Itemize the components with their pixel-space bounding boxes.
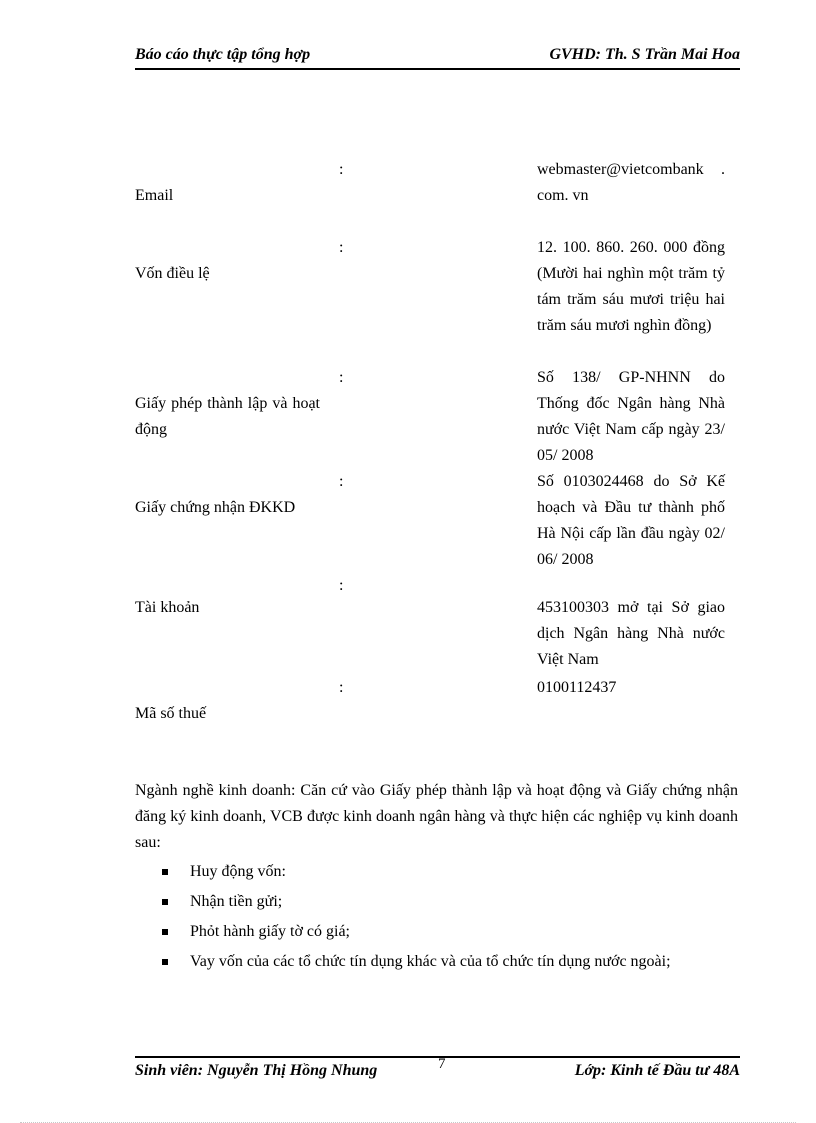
list-item	[160, 917, 740, 947]
footer-class: Lớp: Kinh tế Đầu tư 48A	[574, 1062, 740, 1079]
info-value: Số 138/ GP-NHNN do Thống đốc Ngân hàng Nhà nước Việt Nam cấp ngày 23/ 05/ 2008	[537, 369, 725, 464]
list-item-text: Vay vốn của các tổ chức tín dụng khác và của tổ chức tín dụng nước ngoài;	[190, 953, 671, 970]
square-bullet-icon	[162, 869, 168, 875]
info-row-email	[135, 157, 735, 217]
info-colon: :	[339, 161, 344, 178]
info-label: Tài khoản	[135, 599, 200, 616]
business-lines-list	[160, 857, 740, 977]
page-header	[135, 44, 740, 70]
page-number: 7	[438, 1056, 446, 1072]
square-bullet-icon	[162, 959, 168, 965]
info-value: webmaster@vietcombank . com. vn	[537, 161, 725, 204]
info-colon: :	[339, 473, 344, 490]
info-label: Mã số thuế	[135, 705, 207, 722]
info-label: Vốn điều lệ	[135, 265, 210, 282]
list-item-text: Nhận tiền gửi;	[190, 893, 283, 910]
info-colon: :	[339, 239, 344, 256]
info-row-tax-code	[135, 675, 735, 735]
square-bullet-icon	[162, 899, 168, 905]
info-colon: :	[339, 679, 344, 696]
list-item	[160, 947, 740, 977]
info-colon: :	[339, 577, 344, 594]
info-value: 0100112437	[537, 679, 617, 696]
header-supervisor: GVHD: Th. S Trần Mai Hoa	[549, 46, 740, 63]
info-value: 453100303 mở tại Sở giao dịch Ngân hàng Nhà nước Việt Nam	[537, 599, 725, 668]
info-label: Giấy chứng nhận ĐKKD	[135, 499, 296, 516]
list-item	[160, 887, 740, 917]
info-row-account	[135, 573, 735, 677]
info-colon: :	[339, 369, 344, 386]
page-footer	[135, 1056, 740, 1084]
info-row-business-registration	[135, 469, 735, 573]
info-label: Giấy phép thành lập và hoạt động	[135, 395, 320, 438]
list-item-text: Phỏt hành giấy tờ có giá;	[190, 923, 350, 940]
info-row-license	[135, 365, 735, 469]
info-label: Email	[135, 187, 174, 204]
square-bullet-icon	[162, 929, 168, 935]
info-row-charter-capital	[135, 235, 735, 365]
footer-student-name: Sinh viên: Nguyễn Thị Hồng Nhung	[135, 1062, 378, 1079]
list-item	[160, 857, 740, 887]
info-value: Số 0103024468 do Sở Kế hoạch và Đầu tư thành phố Hà Nội cấp lần đầu ngày 02/ 06/ 2008	[537, 473, 725, 568]
list-item-text: Huy động vốn:	[190, 863, 286, 880]
header-report-title: Báo cáo thực tập tổng hợp	[135, 46, 311, 63]
info-value: 12. 100. 860. 260. 000 đồng (Mười hai nghìn một trăm tỷ tám trăm sáu mươi triệu hai trăm sáu mươi nghìn đồng)	[537, 239, 725, 334]
business-lines-paragraph: Ngành nghề kinh doanh: Căn cứ vào Giấy phép thành lập và hoạt động và Giấy chứng nhận đăng ký kinh doanh, VCB được kinh doanh ngân hàng và thực hiện các nghiệp vụ kinh doanh sau:	[135, 782, 738, 851]
